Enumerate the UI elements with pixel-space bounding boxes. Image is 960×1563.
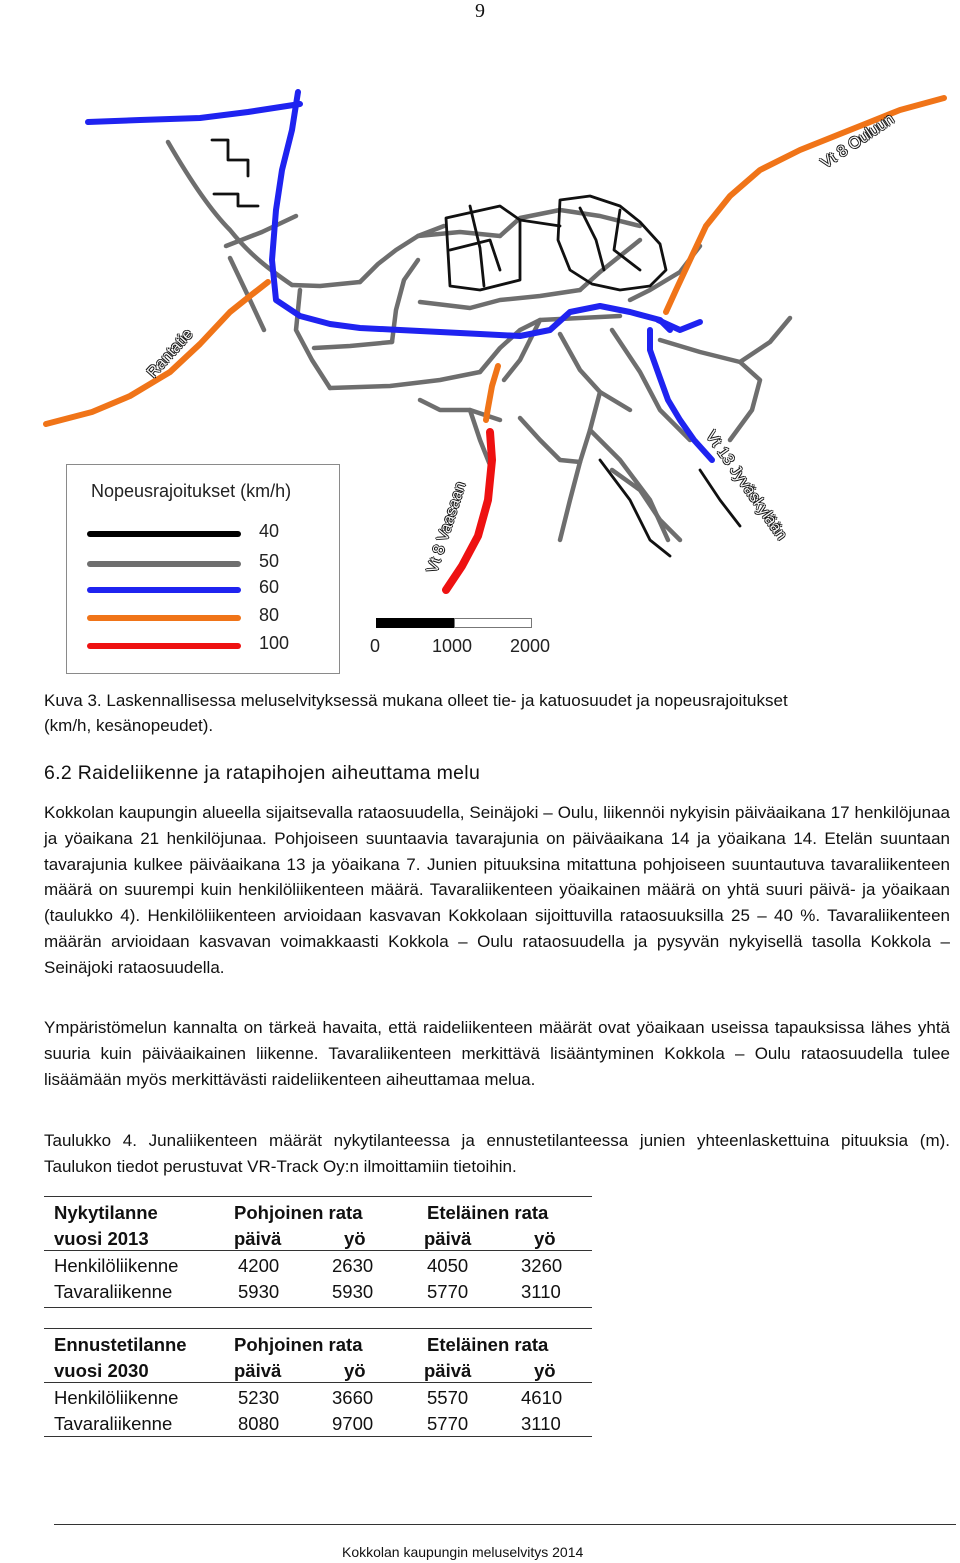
table-row-label: Tavaraliikenne — [54, 1281, 173, 1302]
legend-title: Nopeusrajoitukset (km/h) — [91, 481, 292, 501]
table-header-label: vuosi 2030 — [54, 1360, 149, 1381]
roads-80 — [46, 98, 944, 424]
road-label-vt13-jyvaskylaan: Vt 13 Jyväskylään — [702, 428, 790, 544]
table-header-south: Eteläinen rata — [427, 1202, 549, 1223]
table-header-day: päivä — [424, 1360, 472, 1381]
table-cell: 3110 — [521, 1281, 561, 1302]
legend-value: 100 — [259, 633, 290, 653]
page-number: 9 — [475, 0, 485, 22]
table-row-label: Tavaraliikenne — [54, 1413, 173, 1434]
legend-swatch-60 — [87, 587, 241, 593]
table-rule — [44, 1436, 592, 1437]
map-legend — [66, 464, 340, 674]
scale-label: 2000 — [510, 636, 551, 656]
table-header-label: vuosi 2013 — [54, 1228, 149, 1249]
scale-bar-black-segment — [376, 618, 454, 628]
table-header-label: Ennustetilanne — [54, 1334, 187, 1355]
table-cell: 3260 — [521, 1255, 563, 1276]
table-cell: 3660 — [332, 1387, 374, 1408]
table-cell: 2630 — [332, 1255, 374, 1276]
table-cell: 4050 — [427, 1255, 469, 1276]
table-header-night: yö — [344, 1228, 366, 1249]
road-label-rantatie: Rantatie — [144, 325, 197, 382]
caption-line: Kuva 3. Laskennallisessa meluselvityksessä mukana olleet tie- ja katuosuudet ja nopeusrajoitukset — [44, 691, 788, 710]
table-row-label: Henkilöliikenne — [54, 1255, 179, 1276]
table-header-night: yö — [344, 1360, 366, 1381]
legend-value: 50 — [259, 551, 280, 571]
scale-bar — [370, 616, 570, 666]
legend-swatch-100 — [87, 643, 241, 649]
table-caption: Taulukko 4. Junaliikenteen määrät nykytilanteessa ja ennustetilanteessa junien yhteenlaskettuina pituuksia (m). Taulukon tiedot perustuvat VR-Track Oy:n ilmoittamiin tietoihin. — [44, 1131, 950, 1176]
table-rule — [44, 1250, 592, 1251]
legend-swatch-50 — [87, 561, 241, 567]
table-rule — [44, 1307, 592, 1308]
footer-text: Kokkolan kaupungin meluselvitys 2014 — [342, 1544, 584, 1560]
legend-row-40 — [87, 519, 317, 547]
footer-divider — [54, 1524, 956, 1525]
table-cell: 5570 — [427, 1387, 469, 1408]
legend-row-60 — [87, 575, 317, 603]
table-rule — [44, 1382, 592, 1383]
table-header-label: Nykytilanne — [54, 1202, 158, 1223]
section-heading: 6.2 Raideliikenne ja ratapihojen aiheuttama melu — [44, 762, 481, 784]
caption-line: (km/h, kesänopeudet). — [44, 716, 214, 735]
scale-label: 1000 — [432, 636, 473, 656]
legend-swatch-40 — [87, 531, 241, 537]
table-cell: 4200 — [238, 1255, 280, 1276]
table-cell: 5930 — [238, 1281, 280, 1302]
body-paragraph: Kokkolan kaupungin alueella sijaitsevalla rataosuudella, Seinäjoki – Oulu, liikennöi nykyisin päiväaikana 17 henkilöjunaa ja yöaikana 21 henkilöjunaa. Pohjoiseen suuntaavia tavarajunia on päiväaikana 14 ja yöaikana 14. Etelän suuntaan tavarajunia kulkee päiväaikana 13 ja yöaikana 7. Junien pituuksina mitattuna pohjoiseen suuntautuva tavaraliikenteen määrä on suurempi kuin henkilöliikenteen määrä. Tavaraliikenteen yöaikainen määrä on yhtä suuri päivä- ja yöaikaan (taulukko 4). Henkilöliikenteen arvioidaan kasvavan Kokkolaan sijoittuvilla rataosuuksilla 25 – 40 %. Tavaraliikenteen määrän arvioidaan kasvavan voimakkaasti Kokkola – Oulu rataosuudella ja pysyvän nykyisellä tasolla Kokkola – Seinäjoki rataosuudella. — [44, 803, 950, 977]
table-cell: 9700 — [332, 1413, 374, 1434]
table-header-north: Pohjoinen rata — [234, 1202, 363, 1223]
table-cell: 8080 — [238, 1413, 280, 1434]
table-header-day: päivä — [424, 1228, 472, 1249]
scale-label: 0 — [370, 636, 381, 656]
table-header-day: päivä — [234, 1360, 282, 1381]
legend-value: 60 — [259, 577, 280, 597]
table-header-north: Pohjoinen rata — [234, 1334, 363, 1355]
table-header-night: yö — [534, 1228, 556, 1249]
table-cell: 5770 — [427, 1281, 469, 1302]
road-label-vt8-ouluun: Vt 8 Ouluun — [818, 110, 898, 173]
table-header-night: yö — [534, 1360, 556, 1381]
legend-value: 40 — [259, 521, 280, 541]
table-row-label: Henkilöliikenne — [54, 1387, 179, 1408]
legend-row-50 — [87, 549, 317, 577]
table-cell: 4610 — [521, 1387, 563, 1408]
table-cell: 3110 — [521, 1413, 561, 1434]
scale-bar-white-segment — [454, 618, 532, 628]
body-paragraph: Ympäristömelun kannalta on tärkeä havaita, että raideliikenteen määrät ovat yöaikaan useissa tapauksissa lähes yhtä suuria kuin päiväaikainen liikenne. Tavaraliikenteen merkittävä lisääntyminen Kokkola – Oulu rataosuudella tulee lisäämään myös merkittävästi raideliikenteen aiheuttamaa melua. — [44, 1018, 950, 1089]
table-cell: 5930 — [332, 1281, 374, 1302]
figure-caption — [44, 688, 934, 738]
table-header-day: päivä — [234, 1228, 282, 1249]
table-cell: 5770 — [427, 1413, 469, 1434]
table-rule — [44, 1196, 592, 1197]
road-label-vt8-vaasaan: Vt 8 Vaasaan — [424, 479, 470, 576]
legend-row-80 — [87, 603, 317, 631]
table-rule — [44, 1328, 592, 1329]
legend-row-100 — [87, 631, 317, 659]
legend-value: 80 — [259, 605, 280, 625]
table-header-south: Eteläinen rata — [427, 1334, 549, 1355]
legend-swatch-80 — [87, 615, 241, 621]
table-cell: 5230 — [238, 1387, 280, 1408]
